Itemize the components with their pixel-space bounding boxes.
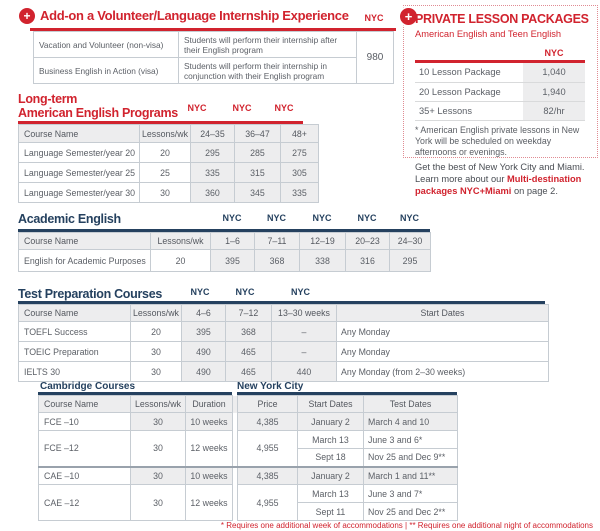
price-cell: 338 (300, 250, 346, 272)
program-desc-cell: Students will perform their internship after their English program (179, 32, 357, 58)
nyc-label: NYC (274, 103, 294, 113)
table-row (34, 58, 394, 84)
package-name-cell: 35+ Lessons (415, 101, 523, 120)
test-date-cell: Nov 25 and Dec 2** (364, 503, 458, 521)
column-header-cell: Course Name (19, 125, 140, 143)
column-header-cell: Course Name (19, 305, 131, 322)
price-cell: 395 (181, 322, 225, 342)
table-row (19, 143, 319, 163)
start-dates-cell: Any Monday (from 2–30 weeks) (336, 362, 548, 382)
column-header-cell: Course Name (39, 396, 131, 413)
nyc-label: NYC (266, 213, 286, 223)
header-row (39, 396, 458, 413)
course-name-cell: CAE –12 (39, 485, 131, 521)
nyc-label: NYC (290, 287, 310, 297)
price-cell: 335 (190, 163, 234, 183)
column-header-cell: Price (238, 396, 298, 413)
table-row (19, 163, 319, 183)
header-row (19, 125, 319, 143)
duration-cell: 10 weeks (186, 467, 233, 485)
program-name-cell: Vacation and Volunteer (non-visa) (34, 32, 179, 58)
price-cell: 305 (280, 163, 318, 183)
price-cell: 4,955 (238, 485, 298, 521)
price-cell: 315 (234, 163, 280, 183)
course-name-cell: CAE –10 (39, 467, 131, 485)
price-cell: 368 (225, 322, 271, 342)
price-cell: 490 (181, 342, 225, 362)
course-name-cell: Language Semester/year 30 (19, 183, 140, 203)
start-dates-cell: Any Monday (336, 342, 548, 362)
addon-section-title: Add-on a Volunteer/Language Internship Experience (40, 8, 349, 23)
promo-text (415, 161, 593, 197)
column-header-cell: 7–12 (225, 305, 271, 322)
nyc-label: NYC (312, 213, 332, 223)
longterm-title-line2: American English Programs (18, 106, 178, 120)
program-name-cell: Business English in Action (visa) (34, 58, 179, 84)
cambridge-city-title: New York City (237, 381, 304, 392)
header-row (19, 305, 549, 322)
lessons-cell: 30 (131, 413, 186, 431)
private-lessons-table (415, 63, 585, 121)
course-name-cell: FCE –12 (39, 431, 131, 467)
column-header-cell: 48+ (280, 125, 318, 143)
nyc-label: NYC (544, 48, 564, 58)
price-cell: 440 (271, 362, 336, 382)
private-lessons-title: PRIVATE LESSON PACKAGES (415, 12, 589, 26)
package-name-cell: 10 Lesson Package (415, 63, 523, 82)
column-header-cell: 36–47 (234, 125, 280, 143)
price-cell: 345 (234, 183, 280, 203)
column-header-cell: 13–30 weeks (271, 305, 336, 322)
nyc-label: NYC (190, 287, 210, 297)
price-cell: 980 (357, 32, 394, 84)
lessons-cell: 30 (131, 431, 186, 467)
nyc-label: NYC (399, 213, 419, 223)
column-header-cell: 1–6 (211, 233, 255, 250)
column-header-cell: Test Dates (364, 396, 458, 413)
nyc-label: NYC (222, 213, 242, 223)
test-date-cell: Nov 25 and Dec 9** (364, 449, 458, 467)
table-row (19, 250, 431, 272)
academic-city-row (18, 213, 430, 223)
plus-icon: + (19, 8, 35, 24)
longterm-title-line1: Long-term (18, 92, 78, 106)
table-row (39, 413, 458, 431)
lessons-cell: 20 (151, 250, 211, 272)
nyc-label: NYC (187, 103, 207, 113)
promo-post: on page 2. (511, 186, 558, 196)
academic-table (18, 232, 431, 272)
academic-section-title: Academic English (18, 212, 121, 226)
table-row (19, 362, 549, 382)
testprep-table (18, 304, 549, 382)
course-name-cell: TOEFL Success (19, 322, 131, 342)
lessons-cell: 20 (131, 322, 182, 342)
column-header-cell: 7–11 (255, 233, 300, 250)
duration-cell: 12 weeks (186, 485, 233, 521)
lessons-cell: 30 (131, 485, 186, 521)
test-date-cell: March 1 and 11** (364, 467, 458, 485)
promo-pre: Get the best of New York City and Miami. Learn more about our (415, 162, 585, 184)
price-cell: 4,385 (238, 467, 298, 485)
test-date-cell: June 3 and 6* (364, 431, 458, 449)
lessons-cell: 30 (131, 362, 182, 382)
lessons-cell: 30 (131, 342, 182, 362)
course-name-cell: FCE –10 (39, 413, 131, 431)
table-row (39, 485, 458, 503)
test-date-cell: March 4 and 10 (364, 413, 458, 431)
lessons-cell: 30 (140, 183, 191, 203)
column-header-cell: Lessons/wk (140, 125, 191, 143)
column-header-cell: 12–19 (300, 233, 346, 250)
column-header-cell: Lessons/wk (151, 233, 211, 250)
column-header-cell: Start Dates (298, 396, 364, 413)
plus-icon: + (398, 6, 419, 27)
cambridge-table (38, 395, 458, 521)
course-name-cell: IELTS 30 (19, 362, 131, 382)
price-cell: 465 (225, 362, 271, 382)
table-row (34, 32, 394, 58)
duration-cell: 10 weeks (186, 413, 233, 431)
lessons-cell: 30 (131, 467, 186, 485)
package-price-cell: 1,040 (523, 63, 585, 82)
course-name-cell: TOEIC Preparation (19, 342, 131, 362)
column-header-cell: Lessons/wk (131, 396, 186, 413)
testprep-section-title: Test Preparation Courses (18, 287, 163, 301)
footer-note: * Requires one additional week of accommodations | ** Requires one additional night of accommodations (220, 521, 593, 530)
longterm-table (18, 124, 319, 203)
column-header-cell: Start Dates (336, 305, 548, 322)
price-cell: 490 (181, 362, 225, 382)
table-row (19, 342, 549, 362)
column-header-cell: Duration (186, 396, 233, 413)
course-name-cell: Language Semester/year 25 (19, 163, 140, 183)
course-name-cell: English for Academic Purposes (19, 250, 151, 272)
start-date-cell: January 2 (298, 413, 364, 431)
price-cell: 316 (346, 250, 390, 272)
column-header-cell: 4–6 (181, 305, 225, 322)
start-date-cell: Sept 18 (298, 449, 364, 467)
start-date-cell: March 13 (298, 431, 364, 449)
package-price-cell: 82/hr (523, 101, 585, 120)
package-row (415, 82, 585, 101)
package-name-cell: 20 Lesson Package (415, 82, 523, 101)
program-desc-cell: Students will perform their internship in conjunction with their English program (179, 58, 357, 84)
promo-highlight: Multi-destination packages NYC+Miami (415, 174, 582, 196)
header-row (19, 233, 431, 250)
column-header-cell: Lessons/wk (131, 305, 182, 322)
nyc-label: NYC (232, 103, 252, 113)
start-date-cell: March 13 (298, 485, 364, 503)
column-header-cell: 24–35 (190, 125, 234, 143)
start-date-cell: January 2 (298, 467, 364, 485)
package-row (415, 63, 585, 82)
price-cell: 295 (190, 143, 234, 163)
price-cell: 275 (280, 143, 318, 163)
price-cell: 465 (225, 342, 271, 362)
duration-cell: 12 weeks (186, 431, 233, 467)
table-row (39, 431, 458, 449)
table-row (39, 467, 458, 485)
cambridge-section-title: Cambridge Courses (40, 381, 136, 392)
private-lessons-subtitle: American English and Teen English (415, 29, 562, 39)
addon-table (33, 31, 394, 84)
column-header-cell: 20–23 (346, 233, 390, 250)
price-cell: 395 (211, 250, 255, 272)
longterm-city-row (18, 103, 303, 113)
start-date-cell: Sept 11 (298, 503, 364, 521)
column-header-cell: Course Name (19, 233, 151, 250)
price-cell: 285 (234, 143, 280, 163)
test-date-cell: June 3 and 7* (364, 485, 458, 503)
table-row (19, 183, 319, 203)
start-dates-cell: Any Monday (336, 322, 548, 342)
package-row (415, 101, 585, 120)
package-price-cell: 1,940 (523, 82, 585, 101)
lessons-cell: 20 (140, 143, 191, 163)
price-cell: 335 (280, 183, 318, 203)
lessons-cell: 25 (140, 163, 191, 183)
nyc-label: NYC (364, 13, 384, 23)
nyc-label: NYC (357, 213, 377, 223)
course-name-cell: Language Semester/year 20 (19, 143, 140, 163)
private-lessons-footnote: * American English private lessons in New York will be scheduled on weekday afternoons or evenings. (415, 125, 580, 157)
price-cell: 295 (390, 250, 431, 272)
price-cell: 368 (255, 250, 300, 272)
testprep-city-row (18, 287, 333, 297)
price-cell: – (271, 322, 336, 342)
price-cell: 360 (190, 183, 234, 203)
nyc-label: NYC (235, 287, 255, 297)
price-cell: – (271, 342, 336, 362)
price-cell: 4,955 (238, 431, 298, 467)
price-cell: 4,385 (238, 413, 298, 431)
column-header-cell: 24–30 (390, 233, 431, 250)
table-row (19, 322, 549, 342)
